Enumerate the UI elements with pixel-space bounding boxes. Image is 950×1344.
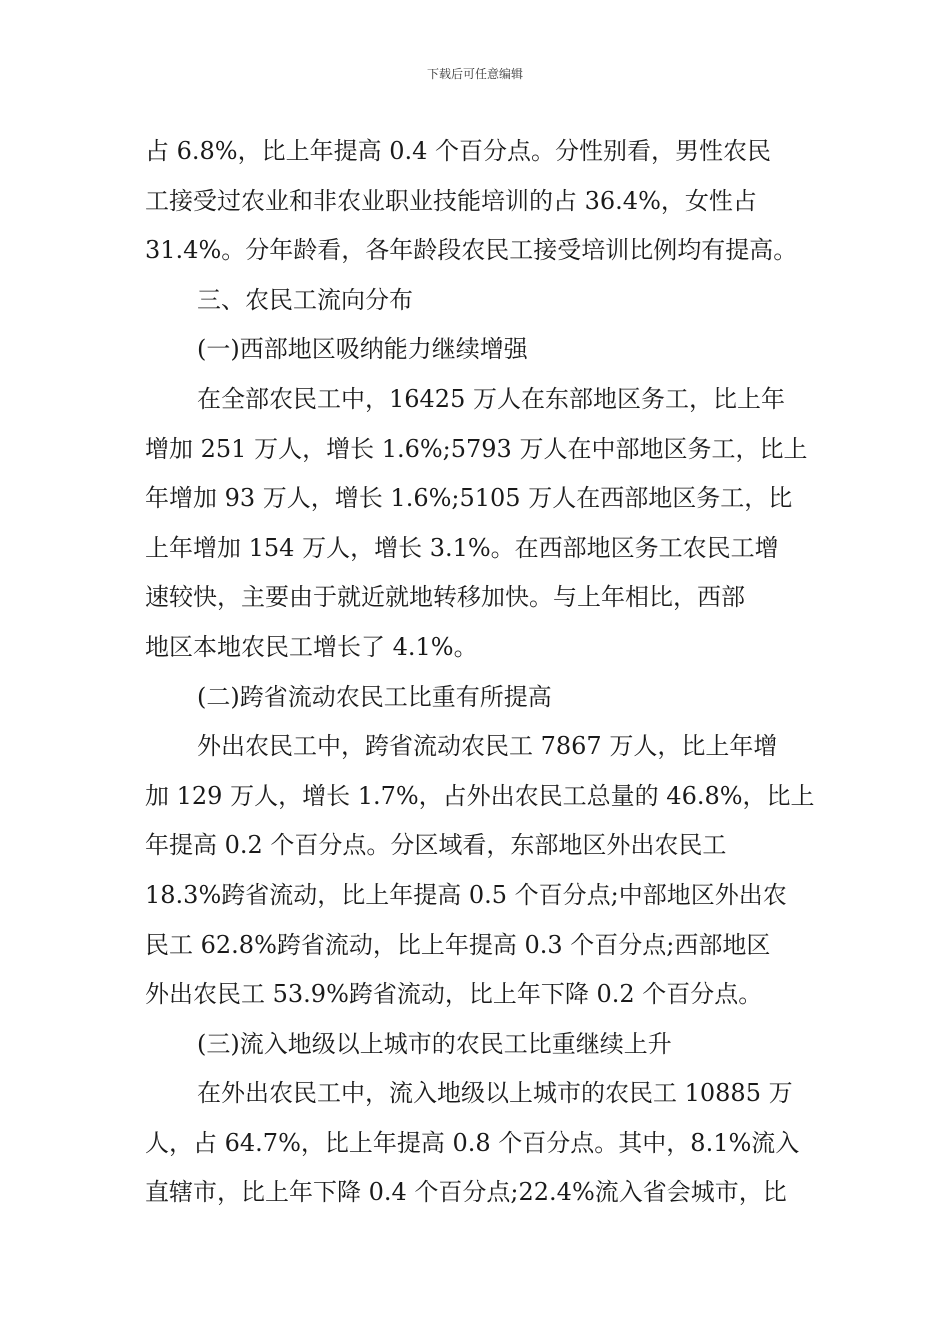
text-line: 上年增加 154 万人，增长 3.1%。在西部地区务工农民工增 [145,533,779,562]
text-line: 人，占 64.7%，比上年提高 0.8 个百分点。其中，8.1%流入 [145,1128,800,1157]
text-line: 速较快，主要由于就近就地转移加快。与上年相比，西部 [145,583,745,612]
text-line: 18.3%跨省流动，比上年提高 0.5 个百分点;中部地区外出农 [145,880,787,909]
document-body [145,127,825,1218]
text-line: 三、农民工流向分布 [197,285,413,314]
text-line: 年增加 93 万人，增长 1.6%;5105 万人在西部地区务工，比 [145,484,793,513]
text-line: 工接受过农业和非农业职业技能培训的占 36.4%，女性占 [145,186,757,215]
text-line: (三)流入地级以上城市的农民工比重继续上升 [197,1029,672,1058]
text-line: (一)西部地区吸纳能力继续增强 [197,335,528,364]
page-header-note: 下载后可任意编辑 [426,67,523,81]
text-line: 占 6.8%，比上年提高 0.4 个百分点。分性别看，男性农民 [145,137,772,165]
text-line: 31.4%。分年龄看，各年龄段农民工接受培训比例均有提高。 [145,236,798,265]
text-line: 增加 251 万人，增长 1.6%;5793 万人在中部地区务工，比上 [145,434,808,463]
text-line: 在全部农民工中，16425 万人在东部地区务工，比上年 [197,384,785,413]
text-line: 加 129 万人，增长 1.7%，占外出农民工总量的 46.8%，比上 [145,781,815,810]
text-line: 外出农民工 53.9%跨省流动，比上年下降 0.2 个百分点。 [145,980,763,1009]
text-line: 地区本地农民工增长了 4.1%。 [145,632,478,661]
text-line: (二)跨省流动农民工比重有所提高 [197,682,552,711]
text-line: 年提高 0.2 个百分点。分区域看，东部地区外出农民工 [145,831,727,860]
text-line: 直辖市，比上年下降 0.4 个百分点;22.4%流入省会城市，比 [145,1178,787,1207]
text-line: 外出农民工中，跨省流动农民工 7867 万人，比上年增 [197,732,778,761]
text-line: 民工 62.8%跨省流动，比上年提高 0.3 个百分点;西部地区 [145,930,771,959]
text-line: 在外出农民工中，流入地级以上城市的农民工 10885 万 [197,1079,793,1108]
